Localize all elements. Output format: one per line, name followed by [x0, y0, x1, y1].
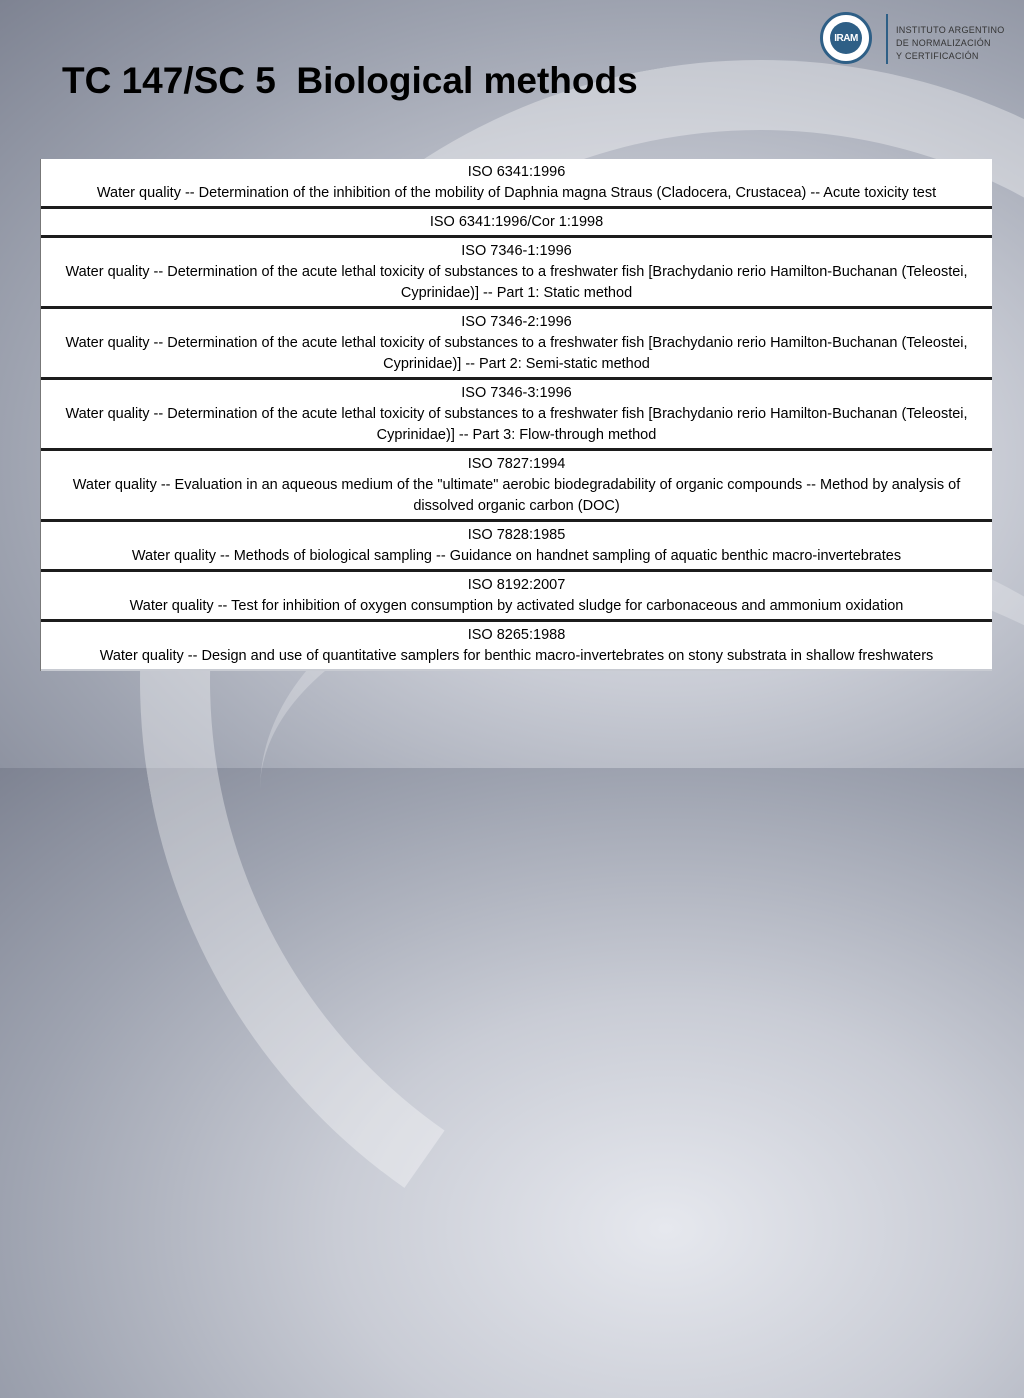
iram-logo-mark-text: IRAM [830, 22, 862, 54]
table-row [41, 238, 992, 309]
logo-line: INSTITUTO ARGENTINO [896, 25, 1005, 35]
table-row [41, 209, 992, 238]
standard-description: Water quality -- Determination of the acute lethal toxicity of substances to a freshwater fish [Brachydanio rerio Hamilton-Buchanan (Teleostei, Cyprinidae)] -- Part 2: Semi-static method [65, 335, 968, 372]
iram-logo [818, 12, 1018, 68]
table-row [41, 451, 992, 522]
standard-code: ISO 7346-3:1996 [461, 385, 572, 401]
logo-line: DE NORMALIZACIÓN [896, 38, 991, 48]
standard-code: ISO 8265:1988 [467, 627, 566, 643]
standard-code: ISO 7346-2:1996 [461, 314, 572, 330]
logo-line: Y CERTIFICACIÓN [896, 51, 979, 61]
table-row [41, 159, 992, 209]
standard-code: ISO 7828:1985 [467, 527, 566, 543]
standard-code: ISO 7827:1994 [467, 456, 566, 472]
standard-description: Water quality -- Design and use of quantitative samplers for benthic macro-invertebrates on stony substrata in shallow freshwaters [99, 648, 934, 664]
standard-code: ISO 6341:1996 [467, 164, 566, 180]
logo-text [896, 24, 1005, 63]
logo-divider [886, 14, 888, 64]
standard-description: Water quality -- Test for inhibition of oxygen consumption by activated sludge for carbonaceous and ammonium oxidation [129, 598, 904, 614]
standards-table [40, 159, 992, 671]
standard-code: ISO 8192:2007 [467, 577, 566, 593]
standard-description: Water quality -- Methods of biological sampling -- Guidance on handnet sampling of aquatic benthic macro-invertebrates [131, 548, 902, 564]
table-row [41, 572, 992, 622]
standard-description: Water quality -- Determination of the acute lethal toxicity of substances to a freshwater fish [Brachydanio rerio Hamilton-Buchanan (Teleostei, Cyprinidae)] -- Part 1: Static method [65, 264, 968, 301]
iram-logo-mark [820, 12, 872, 64]
standard-description: Water quality -- Determination of the inhibition of the mobility of Daphnia magna Straus (Cladocera, Crustacea) -- Acute toxicity test [96, 185, 937, 201]
table-row [41, 522, 992, 572]
standard-description: Water quality -- Determination of the acute lethal toxicity of substances to a freshwater fish [Brachydanio rerio Hamilton-Buchanan (Teleostei, Cyprinidae)] -- Part 3: Flow-through method [65, 406, 968, 443]
table-row [41, 380, 992, 451]
standard-code: ISO 6341:1996/Cor 1:1998 [429, 214, 604, 230]
slide-title: TC 147/SC 5 Biological methods [62, 60, 638, 101]
table-row [41, 309, 992, 380]
standard-code: ISO 7346-1:1996 [461, 243, 572, 259]
table-row [41, 622, 992, 671]
standard-description: Water quality -- Evaluation in an aqueous medium of the "ultimate" aerobic biodegradability of organic compounds -- Method by analysis of dissolved organic carbon (DOC) [72, 477, 961, 514]
